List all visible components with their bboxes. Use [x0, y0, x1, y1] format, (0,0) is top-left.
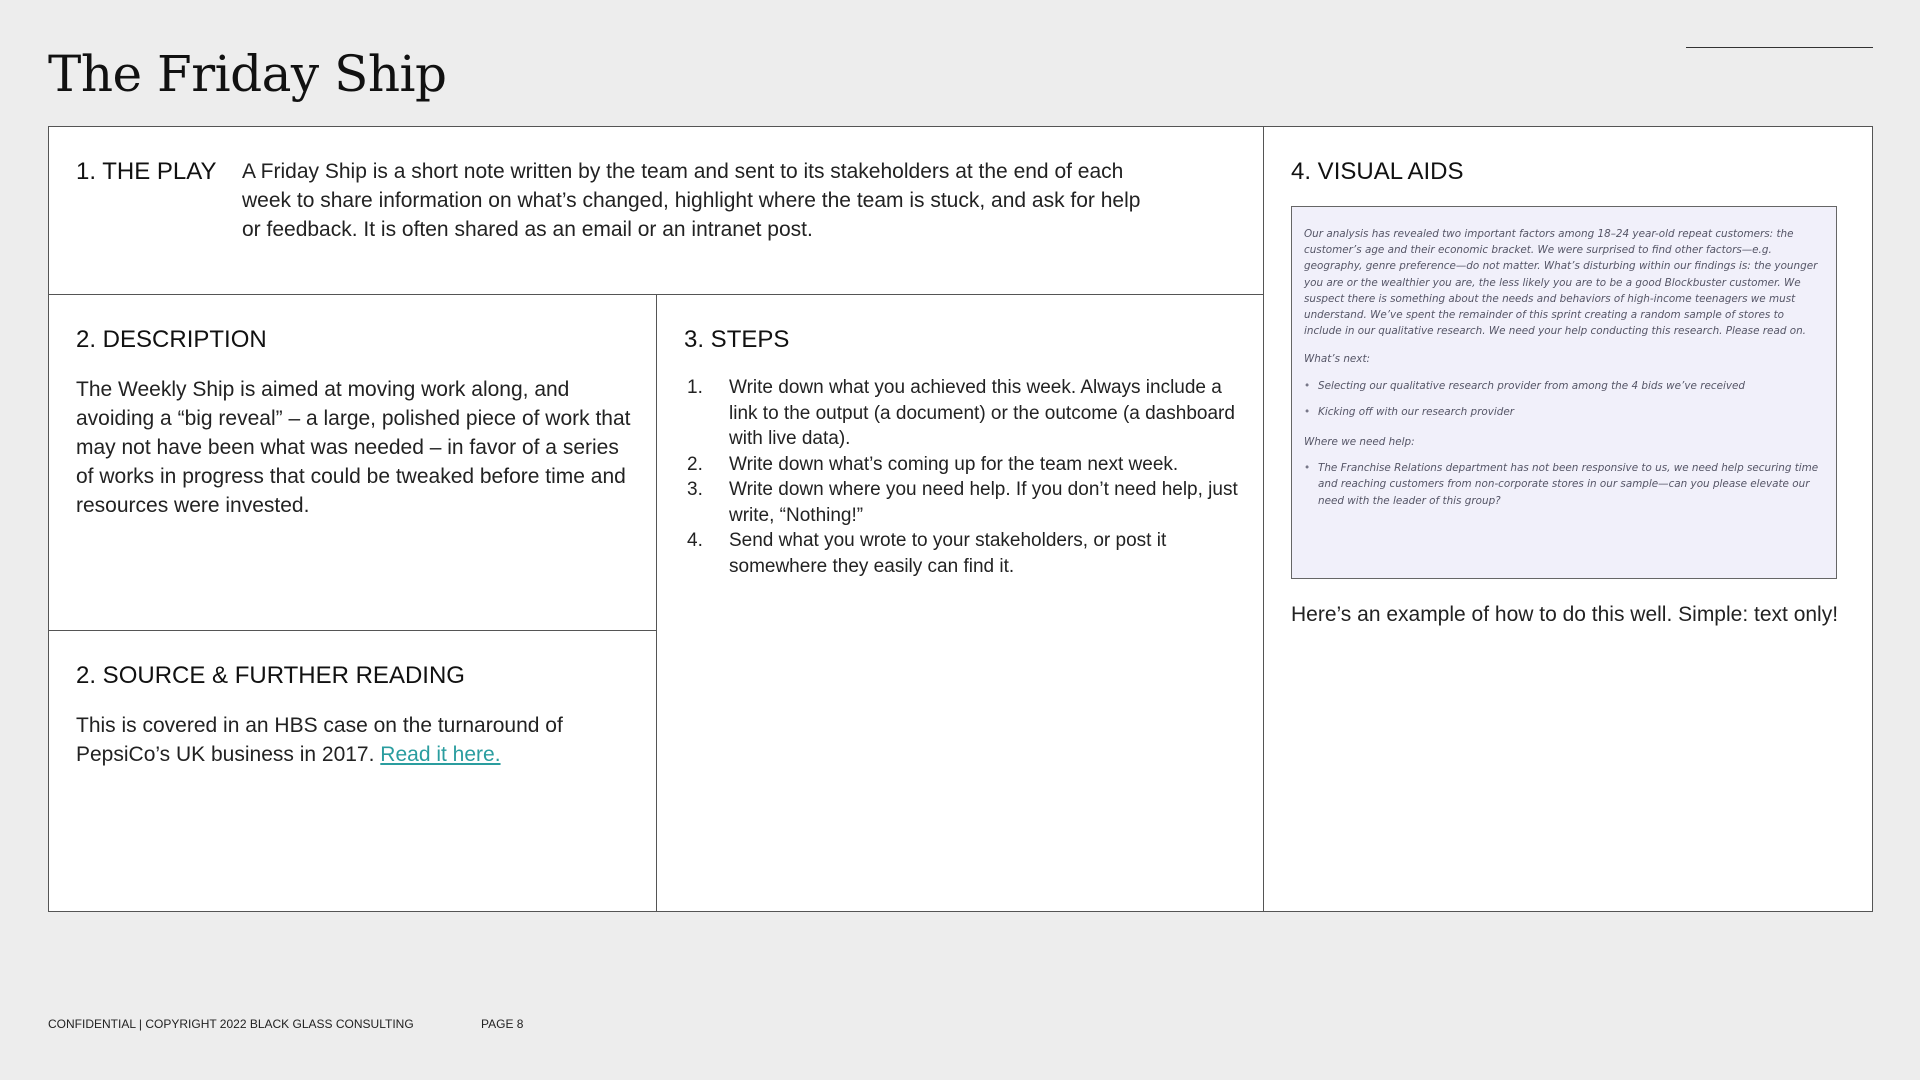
- step-text: Write down what you achieved this week. Always include a link to the output (a document) or the outcome (a dashboard with live data).: [729, 377, 1235, 449]
- step-item: [684, 477, 1244, 528]
- play-text: A Friday Ship is a short note written by the team and sent to its stakeholders at the end of each week to share information on what’s changed, highlight where the team is stuck, and ask for help or feedback. It is often shared as an email or an intranet post.: [242, 160, 1141, 241]
- example-item-text: Kicking off with our research provider: [1318, 405, 1515, 418]
- description-panel: [48, 294, 658, 632]
- visual-aids-heading: 4. VISUAL AIDS: [1291, 158, 1464, 185]
- example-help-heading: Where we need help:: [1304, 436, 1415, 449]
- steps-heading: 3. STEPS: [684, 326, 790, 353]
- steps-list: [684, 375, 1244, 579]
- step-number: 3.: [687, 479, 703, 500]
- source-heading: 2. SOURCE & FURTHER READING: [76, 662, 465, 689]
- bullet-icon: •: [1304, 405, 1311, 418]
- example-intro: Our analysis has revealed two important factors among 18–24 year-old repeat customers: the customer’s age and their economic bracket. We were surprised to find other factors—e.g. geography, genre preference—do not matter. What’s disturbing within our findings is: the younger you are or the wealthier you are, the less likely you are to be a good Blockbuster customer. We suspect there is something about the needs and behaviors of high-income teenagers we must understand. We’ve spent the remainder of this sprint creating a random sample of stores to include in our qualitative research. We need your help conducting this research. Please read on.: [1304, 228, 1818, 338]
- step-item: [684, 528, 1244, 579]
- step-text: Send what you wrote to your stakeholders, or post it somewhere they easily can find it.: [729, 530, 1167, 577]
- description-text: The Weekly Ship is aimed at moving work along, and avoiding a “big reveal” – a large, polished piece of work that may not have been what was needed – in favor of a series of works in progress that could be tweaked before time and resources were invested.: [76, 378, 631, 517]
- visual-aids-panel: [1263, 126, 1873, 912]
- example-help-list: [1304, 460, 1824, 509]
- source-paragraph: [76, 711, 636, 769]
- read-it-here-link[interactable]: Read it here.: [380, 743, 501, 766]
- header-rule: [1686, 47, 1873, 48]
- step-number: 4.: [687, 530, 703, 551]
- bullet-icon: •: [1304, 462, 1311, 475]
- step-number: 2.: [687, 453, 703, 475]
- step-text: Write down what’s coming up for the team next week.: [729, 453, 1179, 475]
- step-text: Write down where you need help. If you don’t need help, just write, “Nothing!”: [729, 479, 1238, 526]
- source-panel: [48, 630, 658, 912]
- footer-confidential: CONFIDENTIAL | COPYRIGHT 2022 BLACK GLASS CONSULTING: [48, 1017, 414, 1031]
- example-item-text: The Franchise Relations department has not been responsive to us, we need help securing time and reaching customers from non-corporate stores in our sample—can you please elevate our need with the leader of this group?: [1318, 462, 1819, 507]
- footer-page-number: PAGE 8: [481, 1017, 524, 1031]
- play-panel: [48, 126, 1265, 296]
- page-title: The Friday Ship: [48, 45, 447, 103]
- example-note-card: [1291, 206, 1837, 579]
- bullet-icon: •: [1304, 379, 1311, 392]
- step-item: [684, 375, 1244, 452]
- example-list-item: [1304, 460, 1824, 509]
- example-list-item: [1304, 404, 1824, 420]
- step-item: [684, 452, 1244, 478]
- example-item-text: Selecting our qualitative research provider from among the 4 bids we’ve received: [1318, 379, 1745, 392]
- description-heading: 2. DESCRIPTION: [76, 326, 267, 353]
- example-list-item: [1304, 378, 1824, 394]
- play-heading: 1. THE PLAY: [76, 158, 217, 185]
- visual-aids-caption: Here’s an example of how to do this well. Simple: text only!: [1291, 603, 1839, 626]
- source-text: This is covered in an HBS case on the turnaround of PepsiCo’s UK business in 2017.: [76, 714, 563, 766]
- example-next-list: [1304, 378, 1824, 420]
- example-next-heading: What’s next:: [1304, 353, 1371, 366]
- steps-panel: [656, 294, 1265, 912]
- step-number: 1.: [687, 377, 703, 398]
